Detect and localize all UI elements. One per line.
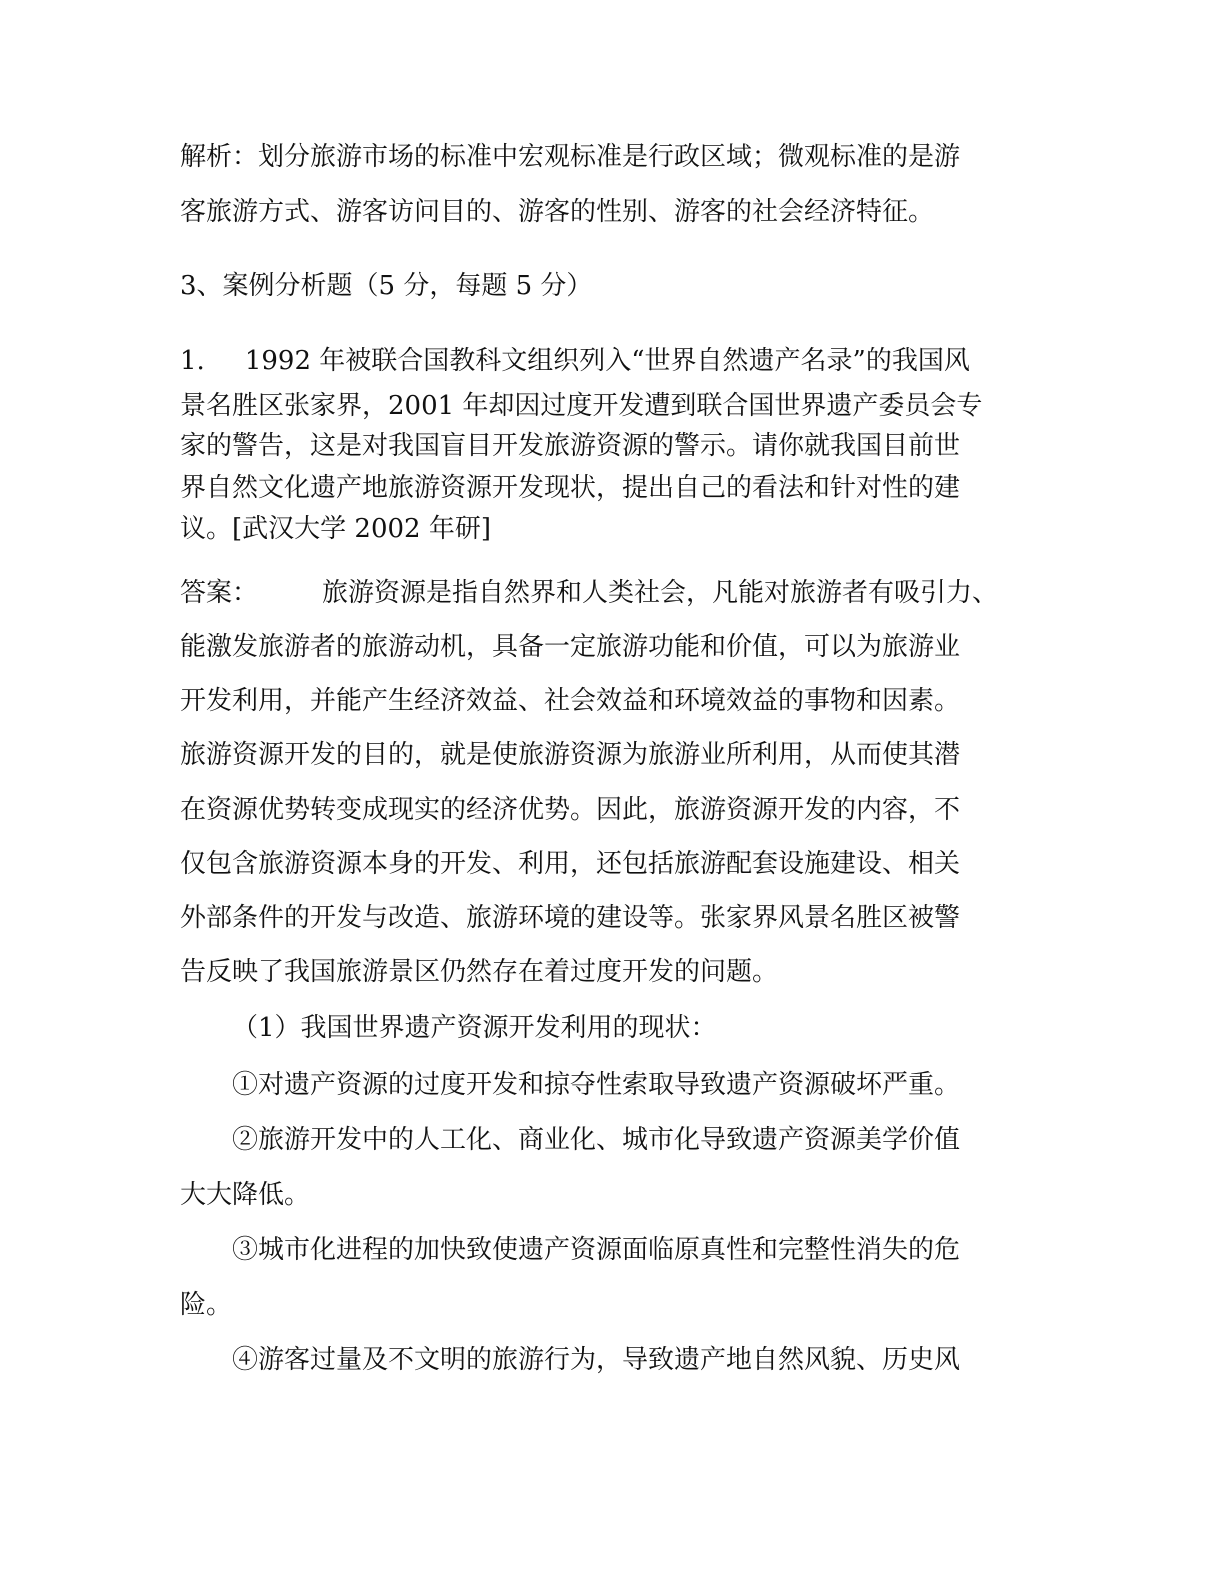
question-line-1 — [180, 346, 970, 376]
answer-line-7: 外部条件的开发与改造、旅游环境的建设等。张家界风景名胜区被警 — [180, 903, 961, 933]
question-line-2: 景名胜区张家界，2001 年却因过度开发遭到联合国世界遗产委员会专 — [180, 391, 983, 421]
answer-point-4: ④游客过量及不文明的旅游行为，导致遗产地自然风貌、历史风 — [232, 1345, 961, 1375]
analysis-line-2: 客旅游方式、游客访问目的、游客的性别、游客的社会经济特征。 — [180, 197, 935, 227]
answer-line-3: 开发利用，并能产生经济效益、社会效益和环境效益的事物和因素。 — [180, 686, 961, 716]
answer-line-1 — [180, 578, 998, 608]
question-text-1: 1992 年被联合国教科文组织列入“世界自然遗产名录”的我国风 — [244, 346, 970, 376]
section-heading: 3、案例分析题（5 分，每题 5 分） — [180, 271, 593, 301]
question-line-4: 界自然文化遗产地旅游资源开发现状，提出自己的看法和针对性的建 — [180, 473, 961, 503]
analysis-line-1: 解析：划分旅游市场的标准中宏观标准是行政区域；微观标准的是游 — [180, 142, 961, 172]
question-number: 1. — [180, 346, 205, 376]
answer-line-5: 在资源优势转变成现实的经济优势。因此，旅游资源开发的内容，不 — [180, 795, 961, 825]
answer-subheading: （1）我国世界遗产资源开发利用的现状： — [232, 1013, 717, 1043]
answer-point-3-cont: 险。 — [180, 1290, 233, 1320]
answer-label: 答案： — [180, 578, 259, 608]
answer-point-2-cont: 大大降低。 — [180, 1180, 311, 1210]
question-line-3: 家的警告，这是对我国盲目开发旅游资源的警示。请你就我国目前世 — [180, 431, 961, 461]
question-line-5: 议。[武汉大学 2002 年研] — [180, 514, 491, 544]
answer-line-6: 仅包含旅游资源本身的开发、利用，还包括旅游配套设施建设、相关 — [180, 849, 961, 879]
answer-line-8: 告反映了我国旅游景区仍然存在着过度开发的问题。 — [180, 957, 779, 987]
answer-point-2: ②旅游开发中的人工化、商业化、城市化导致遗产资源美学价值 — [232, 1125, 961, 1155]
answer-line-2: 能激发旅游者的旅游动机，具备一定旅游功能和价值，可以为旅游业 — [180, 632, 961, 662]
answer-point-1: ①对遗产资源的过度开发和掠夺性索取导致遗产资源破坏严重。 — [232, 1070, 961, 1100]
answer-point-3: ③城市化进程的加快致使遗产资源面临原真性和完整性消失的危 — [232, 1235, 961, 1265]
answer-line-4: 旅游资源开发的目的，就是使旅游资源为旅游业所利用，从而使其潜 — [180, 740, 961, 770]
answer-first-line: 旅游资源是指自然界和人类社会，凡能对旅游者有吸引力、 — [322, 578, 999, 608]
